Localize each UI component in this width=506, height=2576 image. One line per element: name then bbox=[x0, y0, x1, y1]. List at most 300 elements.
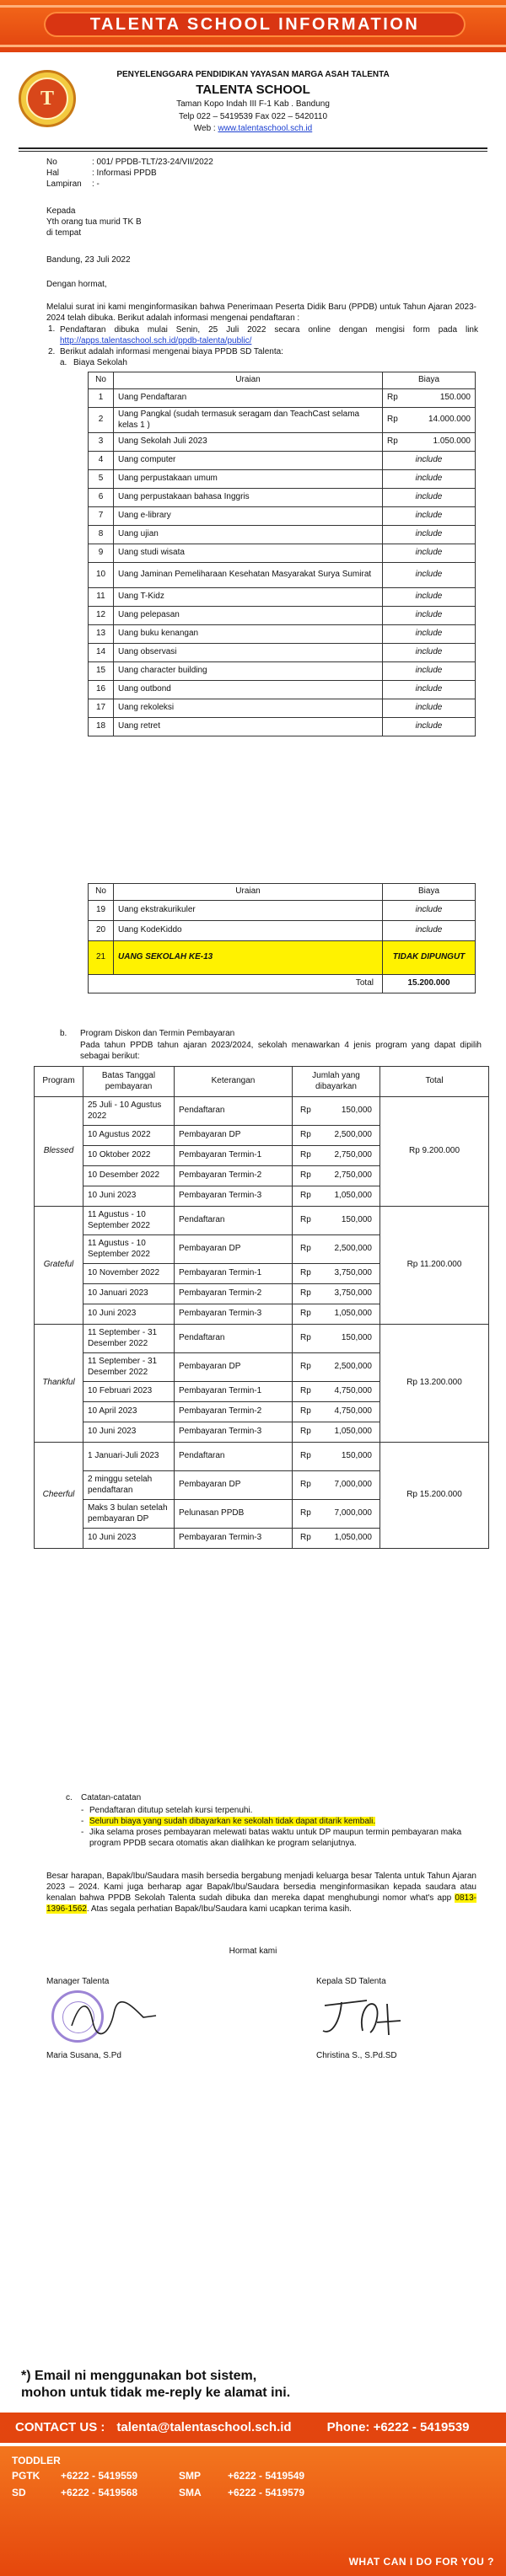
recipient bbox=[46, 206, 476, 239]
phone-directory bbox=[0, 2446, 506, 2576]
program-ket: Pembayaran Termin-1 bbox=[175, 1146, 293, 1166]
list-item-a-row bbox=[60, 358, 490, 369]
program-amount-cur: Rp bbox=[300, 1451, 311, 1461]
table-row bbox=[89, 718, 476, 736]
notes-list bbox=[66, 1805, 479, 1849]
program-date: 11 September - 31 Desember 2022 bbox=[83, 1325, 175, 1353]
list-item-1-body bbox=[60, 324, 478, 346]
fees-row-amt: include bbox=[383, 625, 476, 644]
sd-number: +6222 - 5419568 bbox=[61, 2487, 138, 2498]
fees-row-amt: include bbox=[383, 563, 476, 588]
program-date: 1 Januari-Juli 2023 bbox=[83, 1443, 175, 1471]
fees-table-2 bbox=[88, 883, 476, 993]
fees-row-amt: include bbox=[383, 526, 476, 544]
list-item-1-num: 1. bbox=[48, 324, 56, 334]
program-intro-letter: b. bbox=[60, 1029, 67, 1038]
program-amount-value: 1,050,000 bbox=[334, 1191, 372, 1201]
fees-row-amt: include bbox=[383, 588, 476, 607]
bot-notice-line-1: *) Email ni menggunakan bot sistem, bbox=[21, 2369, 257, 2383]
program-amount-value: 3,750,000 bbox=[334, 1288, 372, 1299]
fees-total-label-text: Total bbox=[355, 978, 374, 988]
program-amount-cur: Rp bbox=[300, 1130, 311, 1140]
closing-text-after: . Atas segala perhatian Bapak/Ibu/Saudara kami ucapkan terima kasih. bbox=[86, 1904, 352, 1914]
table-row bbox=[89, 699, 476, 718]
school-logo bbox=[19, 70, 76, 127]
program-amount bbox=[293, 1097, 380, 1126]
program-intro-title: Program Diskon dan Termin Pembayaran bbox=[80, 1029, 235, 1038]
fees-row-amt: include bbox=[383, 644, 476, 662]
phone-row bbox=[12, 2487, 346, 2499]
meta-no-value: : 001/ PPDB-TLT/23-24/VII/2022 bbox=[92, 158, 213, 167]
fees-table-header bbox=[89, 372, 476, 389]
program-header-total: Total bbox=[380, 1067, 489, 1097]
fees-row-desc: Uang e-library bbox=[114, 507, 383, 526]
fees-row-no: 11 bbox=[89, 588, 114, 607]
program-date: 10 Oktober 2022 bbox=[83, 1146, 175, 1166]
fees-row-amt-value: 14.000.000 bbox=[428, 415, 471, 425]
program-ket: Pembayaran Termin-2 bbox=[175, 1166, 293, 1186]
program-amount-cur: Rp bbox=[300, 1309, 311, 1319]
table-row bbox=[89, 433, 476, 452]
program-date: Maks 3 bulan setelah pembayaran DP bbox=[83, 1500, 175, 1529]
ppdb-form-link[interactable]: http://apps.talentaschool.sch.id/ppdb-talenta/public/ bbox=[60, 336, 252, 345]
program-amount-cur: Rp bbox=[300, 1268, 311, 1278]
table-row bbox=[89, 588, 476, 607]
fees-row-amt bbox=[383, 433, 476, 452]
meta-hal-label: Hal bbox=[46, 169, 60, 178]
program-amount bbox=[293, 1382, 380, 1402]
program-date: 10 Juni 2023 bbox=[83, 1304, 175, 1325]
table-row bbox=[35, 1207, 489, 1235]
fees-row-no: 16 bbox=[89, 681, 114, 699]
sma-label: SMA bbox=[179, 2487, 202, 2498]
list-item-1-text: Pendaftaran dibuka mulai Senin, 25 Juli 2022 secara online dengan mengisi form pada link bbox=[60, 325, 478, 335]
program-amount-cur: Rp bbox=[300, 1215, 311, 1225]
pgtk-label: PGTK bbox=[12, 2470, 40, 2482]
recipient-line-2: Yth orang tua murid TK B bbox=[46, 217, 142, 227]
table-row bbox=[89, 921, 476, 941]
program-date: 10 November 2022 bbox=[83, 1264, 175, 1284]
letterhead-rule-thin bbox=[19, 151, 487, 152]
fees-row-desc: Uang Jaminan Pemeliharaan Kesehatan Masyarakat Surya Sumirat bbox=[114, 563, 383, 588]
program-amount-cur: Rp bbox=[300, 1106, 311, 1116]
program-amount bbox=[293, 1186, 380, 1207]
fees-row-desc: Uang ujian bbox=[114, 526, 383, 544]
contact-label: CONTACT US : bbox=[15, 2419, 105, 2434]
signature-scribble-left-icon bbox=[63, 1992, 164, 2043]
fees-row-no: 10 bbox=[89, 563, 114, 588]
school-address: Taman Kopo Indah III F-1 Kab . Bandung bbox=[176, 99, 330, 110]
banner-title-box bbox=[44, 12, 466, 37]
program-amount-value: 4,750,000 bbox=[334, 1406, 372, 1417]
program-ket: Pembayaran Termin-1 bbox=[175, 1264, 293, 1284]
program-amount bbox=[293, 1235, 380, 1264]
banner-stripe-top bbox=[0, 5, 506, 8]
fees-row-no: 14 bbox=[89, 644, 114, 662]
program-ket: Pembayaran Termin-1 bbox=[175, 1382, 293, 1402]
table-row-highlighted bbox=[89, 941, 476, 975]
fees-table-body bbox=[89, 389, 476, 736]
program-ket: Pembayaran Termin-3 bbox=[175, 1186, 293, 1207]
fees-row-no: 5 bbox=[89, 470, 114, 489]
school-web bbox=[84, 124, 422, 135]
closing-text-before: Besar harapan, Bapak/Ibu/Saudara masih bersedia bergabung menjadi keluarga besar Talenta untuk Tahun Ajaran 2023 – 2024. Kami juga berharap agar Bapak/Ibu/Saudara bersedia menginformasikan kepada saudara atau kenalan bahwa PPDB Sekolah Talenta sudah dibuka dan mereka dapat menghubungi nomor what's app bbox=[46, 1872, 476, 1903]
fees-row-desc: Uang observasi bbox=[114, 644, 383, 662]
program-amount-cur: Rp bbox=[300, 1362, 311, 1372]
logo-emblem-icon: T bbox=[26, 78, 68, 120]
program-amount bbox=[293, 1264, 380, 1284]
fees-row-amt: include bbox=[383, 718, 476, 736]
program-amount-value: 150,000 bbox=[341, 1333, 372, 1343]
fees-row-desc: Uang Pendaftaran bbox=[114, 389, 383, 408]
program-total: Rp 9.200.000 bbox=[380, 1097, 489, 1207]
meta-no bbox=[46, 158, 476, 169]
program-intro bbox=[60, 1029, 482, 1062]
program-ket: Pembayaran DP bbox=[175, 1126, 293, 1146]
fees-row-amt: include bbox=[383, 489, 476, 507]
fees2-row-amt: TIDAK DIPUNGUT bbox=[383, 941, 476, 975]
signature-left-name: Maria Susana, S.Pd bbox=[46, 2051, 121, 2060]
fees-total-spacer bbox=[89, 975, 114, 993]
fees-row-amt: include bbox=[383, 681, 476, 699]
meta-lampiran-value: : - bbox=[92, 179, 100, 189]
program-table bbox=[34, 1066, 489, 1549]
web-link[interactable]: www.talentaschool.sch.id bbox=[218, 124, 313, 134]
letterhead-text bbox=[84, 70, 422, 135]
fees-row-no: 15 bbox=[89, 662, 114, 681]
list-item-1-row bbox=[48, 324, 478, 346]
program-amount-value: 150,000 bbox=[341, 1106, 372, 1116]
school-phone: Telp 022 – 5419539 Fax 022 – 5420110 bbox=[178, 111, 328, 121]
program-amount-cur: Rp bbox=[300, 1191, 311, 1201]
program-ket: Pembayaran Termin-2 bbox=[175, 1402, 293, 1422]
fees2-row-no: 20 bbox=[89, 921, 114, 941]
table-row bbox=[89, 681, 476, 699]
toddler-label: TODDLER bbox=[12, 2455, 61, 2466]
fees2-row-desc: UANG SEKOLAH KE-13 bbox=[114, 941, 383, 975]
program-amount-cur: Rp bbox=[300, 1508, 311, 1518]
list-item-a-text: Biaya Sekolah bbox=[73, 358, 127, 367]
fees2-header-biaya: Biaya bbox=[383, 884, 476, 901]
program-date: 11 September - 31 Desember 2022 bbox=[83, 1353, 175, 1382]
table-row bbox=[35, 1443, 489, 1471]
letterhead-rule bbox=[19, 147, 487, 149]
program-ket: Pembayaran DP bbox=[175, 1353, 293, 1382]
recipient-line-3: di tempat bbox=[46, 228, 82, 238]
program-total: Rp 13.200.000 bbox=[380, 1325, 489, 1443]
program-amount bbox=[293, 1500, 380, 1529]
program-amount-cur: Rp bbox=[300, 1533, 311, 1543]
program-header-program: Program bbox=[35, 1067, 83, 1097]
banner-title: TALENTA SCHOOL INFORMATION bbox=[89, 14, 420, 34]
meta-lampiran-label: Lampiran bbox=[46, 179, 82, 189]
intro-paragraph: Melalui surat ini kami menginformasikan bahwa Penerimaan Peserta Didik Baru (PPDB) untuk Tahun Ajaran 2023-2024 telah dibuka. Berikut adalah informasi mengenai pendaftaran : bbox=[46, 303, 476, 323]
fees-header-desc: Uraian bbox=[114, 372, 383, 389]
program-amount-cur: Rp bbox=[300, 1480, 311, 1490]
contact-bar bbox=[0, 2413, 506, 2443]
fees-row-amt: include bbox=[383, 607, 476, 625]
program-amount-value: 1,050,000 bbox=[334, 1309, 372, 1319]
fees2-table-header bbox=[89, 884, 476, 901]
banner-stripe-bottom bbox=[0, 45, 506, 47]
program-date: 10 Desember 2022 bbox=[83, 1166, 175, 1186]
program-amount bbox=[293, 1325, 380, 1353]
fees-row-desc: Uang outbond bbox=[114, 681, 383, 699]
note-item bbox=[81, 1816, 479, 1827]
org-name: PENYELENGGARA PENDIDIKAN YAYASAN MARGA ASAH TALENTA bbox=[116, 70, 390, 79]
program-amount bbox=[293, 1471, 380, 1500]
program-amount bbox=[293, 1166, 380, 1186]
fees-row-amt: include bbox=[383, 470, 476, 489]
signature-right bbox=[316, 1977, 485, 2060]
table-row bbox=[89, 901, 476, 921]
program-amount-value: 3,750,000 bbox=[334, 1268, 372, 1278]
fees-total-value: 15.200.000 bbox=[383, 975, 476, 993]
fees2-row-no: 21 bbox=[89, 941, 114, 975]
program-date: 11 Agustus - 10 September 2022 bbox=[83, 1235, 175, 1264]
fees-row-desc: Uang T-Kidz bbox=[114, 588, 383, 607]
fees-row-cur: Rp bbox=[387, 436, 398, 447]
letter-meta bbox=[46, 158, 476, 190]
program-ket: Pembayaran Termin-2 bbox=[175, 1284, 293, 1304]
fees-row-amt: include bbox=[383, 507, 476, 526]
program-date: 11 Agustus - 10 September 2022 bbox=[83, 1207, 175, 1235]
program-ket: Pelunasan PPDB bbox=[175, 1500, 293, 1529]
program-header-ket: Keterangan bbox=[175, 1067, 293, 1097]
program-amount-cur: Rp bbox=[300, 1244, 311, 1254]
program-amount-value: 1,050,000 bbox=[334, 1533, 372, 1543]
table-row bbox=[89, 389, 476, 408]
fees-row-no: 1 bbox=[89, 389, 114, 408]
recipient-line-1: Kepada bbox=[46, 206, 76, 216]
fees-row-desc: Uang character building bbox=[114, 662, 383, 681]
fees-row-no: 4 bbox=[89, 452, 114, 470]
fees-row-amt-value: 150.000 bbox=[439, 393, 471, 403]
list-item-1 bbox=[48, 324, 478, 346]
program-amount-cur: Rp bbox=[300, 1406, 311, 1417]
contact-phone: Phone: +6222 - 5419539 bbox=[326, 2419, 470, 2434]
table-row bbox=[89, 507, 476, 526]
list-item-a-letter: a. bbox=[60, 358, 67, 367]
program-amount-value: 2,750,000 bbox=[334, 1150, 372, 1160]
program-table-body bbox=[35, 1097, 489, 1549]
smp-number: +6222 - 5419549 bbox=[228, 2470, 305, 2482]
fees2-row-amt: include bbox=[383, 921, 476, 941]
fees-row-desc: Uang studi wisata bbox=[114, 544, 383, 563]
program-amount-value: 7,000,000 bbox=[334, 1480, 372, 1490]
program-amount bbox=[293, 1529, 380, 1549]
fees-row-desc: Uang Sekolah Juli 2023 bbox=[114, 433, 383, 452]
program-amount-cur: Rp bbox=[300, 1150, 311, 1160]
contact-email[interactable]: talenta@talentaschool.sch.id bbox=[116, 2419, 292, 2434]
program-amount-value: 150,000 bbox=[341, 1451, 372, 1461]
program-intro-row bbox=[60, 1029, 482, 1040]
pgtk-number: +6222 - 5419559 bbox=[61, 2470, 138, 2482]
fees-row-cur: Rp bbox=[387, 415, 398, 425]
phone-row bbox=[12, 2470, 346, 2482]
fees2-row-amt: include bbox=[383, 901, 476, 921]
letterhead bbox=[0, 63, 506, 147]
program-amount bbox=[293, 1304, 380, 1325]
tagline: WHAT CAN I DO FOR YOU ? bbox=[348, 2556, 494, 2568]
fees-row-amt bbox=[383, 408, 476, 433]
fees-row-desc: Uang retret bbox=[114, 718, 383, 736]
program-ket: Pendaftaran bbox=[175, 1325, 293, 1353]
note-item-highlighted: Seluruh biaya yang sudah dibayarkan ke sekolah tidak dapat ditarik kembali. bbox=[89, 1817, 376, 1826]
program-header-amount: Jumlah yang dibayarkan bbox=[293, 1067, 380, 1097]
table-row bbox=[89, 563, 476, 588]
greeting: Dengan hormat, bbox=[46, 280, 107, 289]
program-ket: Pembayaran DP bbox=[175, 1471, 293, 1500]
program-ket: Pembayaran Termin-3 bbox=[175, 1304, 293, 1325]
program-amount-value: 1,050,000 bbox=[334, 1427, 372, 1437]
program-amount-value: 150,000 bbox=[341, 1215, 372, 1225]
program-intro-desc: Pada tahun PPDB tahun ajaran 2023/2024, sekolah menawarkan 4 jenis program yang dapat dipilih sebagai berikut: bbox=[80, 1040, 482, 1061]
notes-title: Catatan-catatan bbox=[81, 1793, 142, 1802]
fees-row-amt-value: 1.050.000 bbox=[433, 436, 471, 447]
table-row bbox=[89, 662, 476, 681]
fees-row-no: 9 bbox=[89, 544, 114, 563]
fees-row-no: 6 bbox=[89, 489, 114, 507]
table-row bbox=[89, 408, 476, 433]
fees-row-no: 17 bbox=[89, 699, 114, 718]
signature-scribble-right-icon bbox=[316, 1989, 417, 2048]
program-ket: Pendaftaran bbox=[175, 1207, 293, 1235]
notes-letter: c. bbox=[66, 1793, 73, 1802]
letter-date: Bandung, 23 Juli 2022 bbox=[46, 255, 131, 265]
fees-row-desc: Uang computer bbox=[114, 452, 383, 470]
program-total: Rp 11.200.000 bbox=[380, 1207, 489, 1325]
fees-total-label bbox=[114, 975, 383, 993]
program-amount bbox=[293, 1402, 380, 1422]
whatsapp-number: 0813-1396-1562 bbox=[46, 1893, 476, 1914]
program-amount-cur: Rp bbox=[300, 1386, 311, 1396]
program-date: 10 Agustus 2022 bbox=[83, 1126, 175, 1146]
program-amount bbox=[293, 1126, 380, 1146]
table-row bbox=[89, 452, 476, 470]
program-amount bbox=[293, 1422, 380, 1443]
fees-row-amt bbox=[383, 389, 476, 408]
fees2-row-desc: Uang ekstrakurikuler bbox=[114, 901, 383, 921]
school-name: TALENTA SCHOOL bbox=[196, 82, 310, 97]
table-row bbox=[35, 1097, 489, 1126]
table-row bbox=[89, 470, 476, 489]
smp-label: SMP bbox=[179, 2470, 202, 2482]
program-amount bbox=[293, 1146, 380, 1166]
sd-label: SD bbox=[12, 2487, 26, 2498]
program-amount bbox=[293, 1353, 380, 1382]
fees2-header-no: No bbox=[89, 884, 114, 901]
fees-table bbox=[88, 372, 476, 736]
program-name: Thankful bbox=[35, 1325, 83, 1443]
fees-row-no: 18 bbox=[89, 718, 114, 736]
program-table-header bbox=[35, 1067, 489, 1097]
fees-row-no: 8 bbox=[89, 526, 114, 544]
fees-header-no: No bbox=[89, 372, 114, 389]
meta-hal-value: : Informasi PPDB bbox=[92, 169, 157, 178]
fees-row-no: 7 bbox=[89, 507, 114, 526]
table-row bbox=[89, 625, 476, 644]
program-amount-value: 2,500,000 bbox=[334, 1130, 372, 1140]
closing-paragraph bbox=[46, 1871, 476, 1915]
table-row bbox=[89, 489, 476, 507]
fees-row-no: 3 bbox=[89, 433, 114, 452]
program-date: 10 Januari 2023 bbox=[83, 1284, 175, 1304]
table-row bbox=[89, 644, 476, 662]
regards: Hormat kami bbox=[229, 1947, 277, 1956]
program-amount bbox=[293, 1207, 380, 1235]
program-amount-value: 2,500,000 bbox=[334, 1362, 372, 1372]
fees-row-amt: include bbox=[383, 544, 476, 563]
fees-row-no: 13 bbox=[89, 625, 114, 644]
notes-heading bbox=[66, 1793, 479, 1805]
program-amount-cur: Rp bbox=[300, 1333, 311, 1343]
fees-total-row bbox=[89, 975, 476, 993]
program-amount bbox=[293, 1443, 380, 1471]
fees-row-desc: Uang Pangkal (sudah termasuk seragam dan TeachCast selama kelas 1 ) bbox=[114, 408, 383, 433]
list-item-2 bbox=[48, 347, 478, 358]
fees-row-desc: Uang buku kenangan bbox=[114, 625, 383, 644]
signature-left-title: Manager Talenta bbox=[46, 1977, 110, 1986]
table-row bbox=[89, 607, 476, 625]
fees2-row-desc: Uang KodeKiddo bbox=[114, 921, 383, 941]
program-date: 25 Juli - 10 Agustus 2022 bbox=[83, 1097, 175, 1126]
program-amount-cur: Rp bbox=[300, 1427, 311, 1437]
program-ket: Pendaftaran bbox=[175, 1443, 293, 1471]
notes-section bbox=[66, 1793, 479, 1849]
fees2-header-desc: Uraian bbox=[114, 884, 383, 901]
list-item-2-text: Berikut adalah informasi mengenai biaya PPDB SD Talenta: bbox=[60, 347, 283, 356]
fees-row-amt: include bbox=[383, 699, 476, 718]
fees-row-no: 2 bbox=[89, 408, 114, 433]
program-date: 10 April 2023 bbox=[83, 1402, 175, 1422]
program-name: Blessed bbox=[35, 1097, 83, 1207]
fees-row-desc: Uang pelepasan bbox=[114, 607, 383, 625]
program-amount-value: 2,500,000 bbox=[334, 1244, 372, 1254]
program-amount-cur: Rp bbox=[300, 1288, 311, 1299]
program-date: 10 Juni 2023 bbox=[83, 1422, 175, 1443]
program-date: 10 Juni 2023 bbox=[83, 1186, 175, 1207]
note-item: - Jika selama proses pembayaran melewati batas waktu untuk DP maupun termin pembayaran maka program PPDB secara otomatis akan dialihkan ke program selanjutnya. bbox=[81, 1827, 479, 1849]
program-name: Cheerful bbox=[35, 1443, 83, 1549]
web-label: Web : bbox=[193, 124, 216, 134]
table-row bbox=[35, 1325, 489, 1353]
list-item-2-num: 2. bbox=[48, 347, 56, 356]
sma-number: +6222 - 5419579 bbox=[228, 2487, 305, 2498]
program-ket: Pembayaran Termin-3 bbox=[175, 1422, 293, 1443]
program-header-date: Batas Tanggal pembayaran bbox=[83, 1067, 175, 1097]
fees2-row-no: 19 bbox=[89, 901, 114, 921]
signature-right-name: Christina S., S.Pd.SD bbox=[316, 2051, 397, 2060]
program-name: Grateful bbox=[35, 1207, 83, 1325]
program-date: 10 Juni 2023 bbox=[83, 1529, 175, 1549]
meta-hal bbox=[46, 169, 476, 179]
note-item: - Pendaftaran ditutup setelah kursi terpenuhi. bbox=[81, 1805, 479, 1816]
list-item-a bbox=[60, 358, 490, 369]
fees-row-no: 12 bbox=[89, 607, 114, 625]
fees-row-desc: Uang perpustakaan bahasa Inggris bbox=[114, 489, 383, 507]
signature-left bbox=[46, 1977, 215, 2060]
signature-right-title: Kepala SD Talenta bbox=[316, 1977, 386, 1986]
fees-row-desc: Uang rekoleksi bbox=[114, 699, 383, 718]
bot-notice-line-2: mohon untuk tidak me-reply ke alamat ini. bbox=[21, 2386, 291, 2400]
program-date: 10 Februari 2023 bbox=[83, 1382, 175, 1402]
fees-row-desc: Uang perpustakaan umum bbox=[114, 470, 383, 489]
top-banner bbox=[0, 0, 506, 52]
meta-lampiran bbox=[46, 179, 476, 190]
table-row bbox=[89, 526, 476, 544]
fees-row-amt: include bbox=[383, 452, 476, 470]
